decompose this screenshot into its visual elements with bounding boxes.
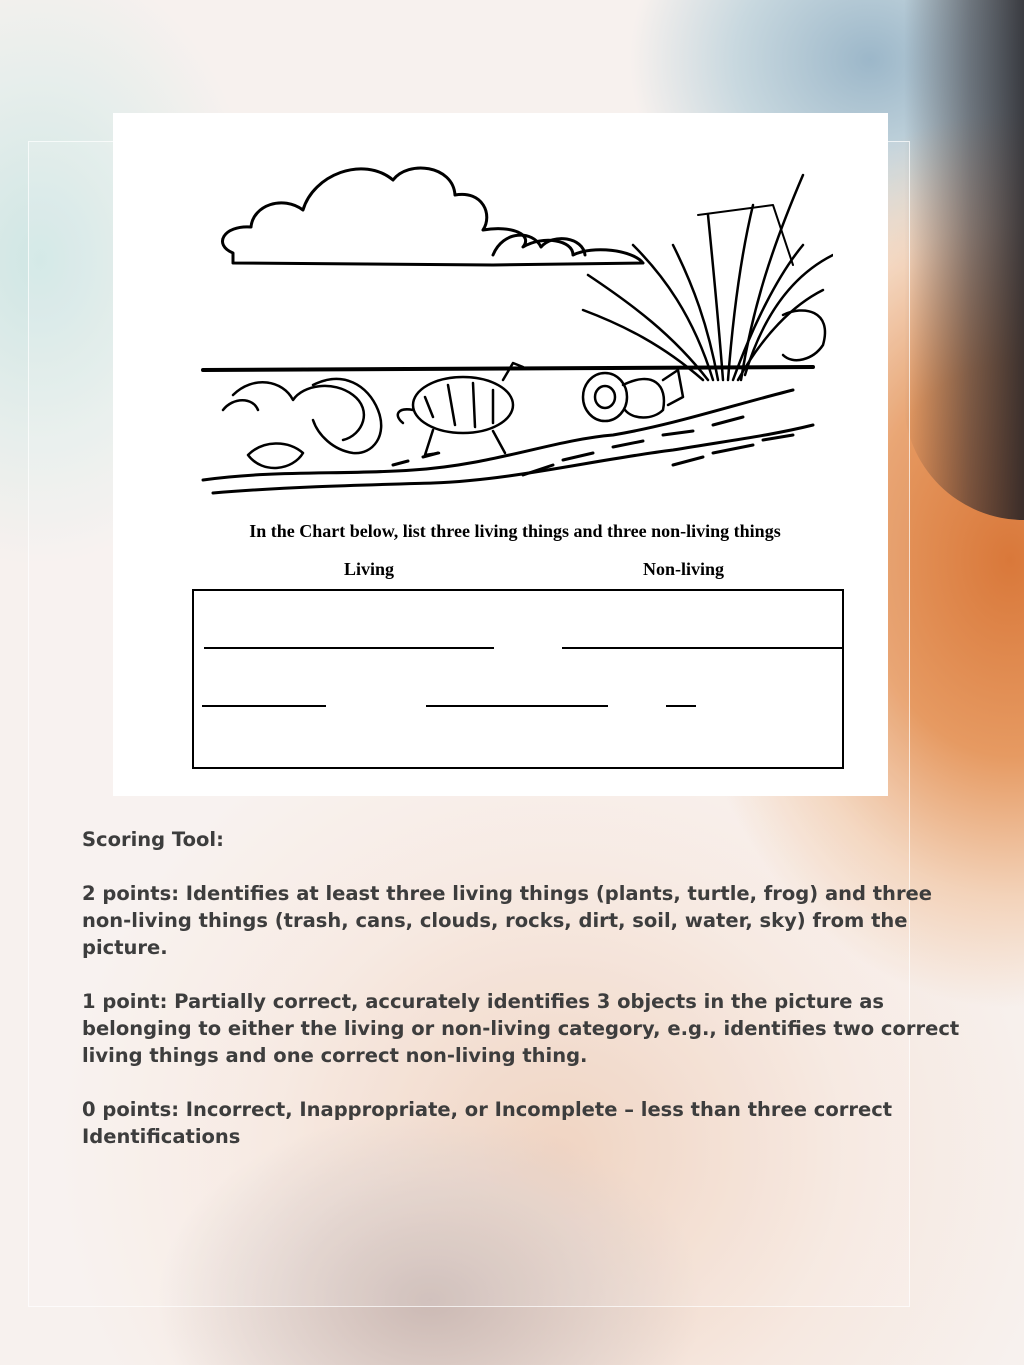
nonliving-column-heading: Non-living [643, 559, 725, 579]
plant-drawing [223, 379, 381, 468]
worksheet-instruction: In the Chart below, list three living things and three non-living things [249, 521, 781, 541]
answer-line [666, 705, 696, 707]
background-shadow [904, 0, 1024, 520]
scoring-one-point: 1 point: Partially correct, accurately identifies 3 objects in the picture as belonging to either the living or non-living category, e.g., identifies two correct living things and one correct non-living thing. [82, 990, 960, 1067]
answer-line [202, 705, 326, 707]
scoring-tool-text [82, 826, 982, 1177]
scoring-two-points: 2 points: Identifies at least three living things (plants, turtle, frog) and three non-living things (trash, cans, clouds, rocks, dirt, soil, water, sky) from the picture. [82, 882, 933, 959]
cloud-drawing [223, 168, 643, 265]
turtle-drawing [398, 363, 523, 455]
answer-line [562, 647, 844, 649]
pond-scene-illustration [193, 135, 833, 515]
shore-drawing [203, 390, 813, 493]
answer-line [426, 705, 608, 707]
answer-line [204, 647, 494, 649]
can-trash-drawing [583, 370, 683, 421]
reeds-drawing [583, 175, 833, 380]
living-column-heading: Living [344, 559, 395, 579]
scoring-zero-points: 0 points: Incorrect, Inappropriate, or Incomplete – less than three correct Identifications [82, 1098, 893, 1148]
scoring-title: Scoring Tool: [82, 828, 224, 851]
worksheet-image [113, 113, 888, 796]
answer-chart-box [192, 589, 844, 769]
